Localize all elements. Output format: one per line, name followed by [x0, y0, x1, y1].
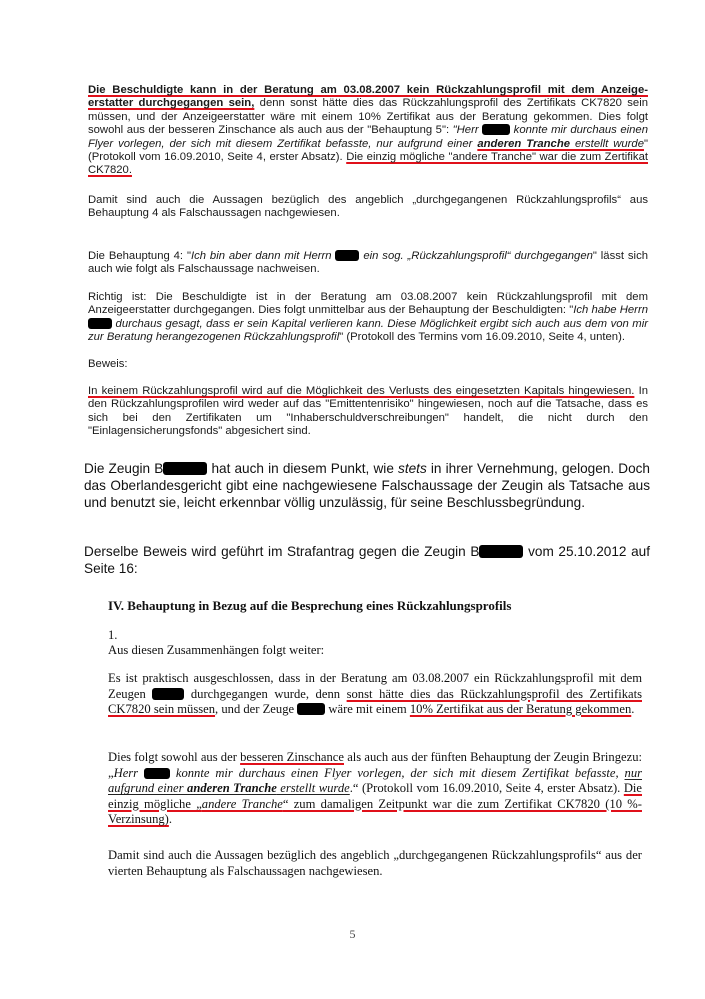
excerpt-intro: Aus diesen Zusammenhängen folgt weiter: — [108, 643, 325, 657]
excerpt-p2-b: als auch aus der fünften Behauptung der Zeugin Bringezu: „ — [108, 750, 643, 780]
quote-paragraph-3 — [88, 250, 648, 277]
excerpt-p2-ib-ul: anderen Tranche — [187, 781, 277, 796]
excerpt-paragraph-3: Damit sind auch die Aussagen bezüglich des angeblich „durchgegangenen Rückzahlungsprofils“ aus der vierten Behauptung als Falschaussagen nachgewiesen. — [108, 848, 642, 878]
quote-p1-italic-b: konnte mir durchaus einen Flyer vorlegen, der sich mit diesem Zertifikat befasste, nur aufgrund einer — [88, 124, 648, 150]
excerpt-p2-ul1: besseren Zinschance — [240, 750, 344, 764]
main-p1-a: Die Zeugin B — [84, 461, 164, 476]
quote-paragraph-5: Beweis: — [88, 358, 128, 370]
redaction-block — [144, 768, 170, 779]
quote-p1-italic-a: "Herr — [452, 124, 483, 137]
redaction-block — [479, 545, 523, 558]
quote-paragraph-1 — [88, 84, 648, 178]
quote-paragraph-2: Damit sind auch die Aussagen bezüglich des angeblich „durchgegangenen Rückzahlungsprofils“ aus Behauptung 4 als Falschaussagen nachgewiesen. — [88, 194, 648, 220]
quote-p3-italic-b: ein sog. „Rückzahlungsprofil“ durchgegangen — [359, 250, 593, 262]
excerpt-p1-b: durchgegangen wurde, denn — [184, 686, 347, 701]
excerpt-paragraph-1 — [108, 671, 642, 718]
quote-p4-italic-b: durchaus gesagt, dass er sein Kapital verlieren kann. Diese Möglichkeit ergibt sich auch aus dem von mir zur Beratung herangezogenen Rückzahlungsprofil — [88, 317, 648, 344]
redaction-block — [335, 250, 359, 261]
quote-p3-plain-b: " lässt sich auch wie folgt als Falschaussage nachweisen. — [88, 250, 648, 276]
excerpt-p1-c: , und der Zeuge — [215, 702, 298, 717]
main-p1-italic: stets — [398, 461, 427, 476]
main-p1-b: hat auch in diesem Punkt, wie — [207, 461, 399, 476]
quote-p1-bold-b: erstatter durchgegangen sein, — [88, 97, 255, 110]
quote-p1-italic-bold: anderen Tranche — [477, 137, 571, 150]
excerpt-p2-ul-end-i: andere Tranche — [201, 796, 283, 811]
excerpt-paragraph-2 — [108, 750, 642, 828]
quote-paragraph-4 — [88, 291, 648, 345]
excerpt-p2-i2: konnte mir durchaus einen Flyer vorlegen, der sich mit diesem Zertifikat befasste, — [169, 765, 625, 780]
quote-p1-italic-c: erstellt wurde — [570, 137, 644, 150]
redaction-block — [297, 703, 325, 715]
main-p2-b: vom 25.10.2012 auf Seite 16: — [84, 544, 650, 577]
main-p2-a: Derselbe Beweis wird geführt im Strafantrag gegen die Zeugin B — [84, 544, 480, 559]
redaction-block — [163, 462, 207, 475]
excerpt-p1-e: . — [631, 702, 635, 717]
quote-paragraph-6 — [88, 385, 648, 439]
excerpt-p1-ul1: sonst hätte dies das Rückzahlungsprofil des Zertifikats CK7820 sein müssen — [108, 686, 642, 717]
excerpt-p1-ul2: 10% Zertifikat aus der Beratung gekommen — [409, 702, 632, 717]
quote-p1-plain-b: " (Protokoll vom 16.09.2010, Seite 4, erster Absatz). — [88, 137, 649, 164]
excerpt-p1-a: Es ist praktisch ausgeschlossen, dass in der Beratung am 03.08.2007 ein Rückzahlungsprofil mit dem Zeugen — [108, 671, 642, 701]
quote-p3-plain-a: Die Behauptung 4: " — [88, 250, 191, 262]
main-p1-c: in ihrer Vernehmung, gelogen. Doch das Oberlandesgericht gibt eine nachgewiesene Falschaussage der Zeugin als Tatsache aus und benutzt sie, leicht erkennbar völlig unzulässig, für seine Beschlussbegründung. — [84, 461, 650, 511]
excerpt-p2-c: .“ (Protokoll vom 16.09.2010, Seite 4, erster Absatz). — [349, 781, 624, 796]
excerpt-p2-d: . — [168, 812, 173, 827]
excerpt-p2-a: Dies folgt sowohl aus der — [108, 750, 241, 764]
excerpt-heading — [108, 598, 642, 614]
excerpt-p2-i-ul: nur aufgrund einer — [108, 765, 643, 796]
redaction-block — [152, 688, 184, 700]
quote-p1-plain-a: denn sonst hätte dies das Rückzahlungsprofil des Zertifikats CK7820 sein müssen, und der Anzeigeerstatter wäre mit einem 10% Zertifikat aus der Beratung gekommen. Dies folgt sowohl aus der besseren Zinschance als auch aus der "Behauptung 5": — [88, 97, 648, 137]
quote-p3-italic-a: Ich bin aber dann mit Herrn — [190, 250, 336, 262]
redaction-block — [88, 318, 112, 329]
excerpt-p2-i-ul2: erstellt wurde — [276, 781, 350, 796]
quote-p6-underlined: In keinem Rückzahlungsprofil wird auf die Möglichkeit des Verlusts des eingesetzten Kapitals hingewiesen. — [88, 385, 635, 397]
quote-p1-underlined-end: Die einzig mögliche "andere Tranche" war die zum Zertifikat CK7820. — [88, 151, 648, 177]
page-number: 5 — [349, 927, 356, 941]
excerpt-p2-ul-end-a: Die einzig mögliche „ — [108, 781, 642, 811]
quote-p4-plain-a: Richtig ist: Die Beschuldigte ist in der Beratung am 03.08.2007 kein Rückzahlungsprofil mit dem Anzeigeerstatter durchgegangen. Dies folgt unmittelbar aus der Behauptung der Beschuldigten: " — [88, 291, 648, 317]
excerpt-p1-d: wäre mit einem — [325, 702, 410, 717]
excerpt-p2-ul-end-b: “ zum damaligen Zeitpunkt war die zum Zertifikat CK7820 (10 %-Verzinsung) — [108, 796, 642, 827]
quote-p1-bold-a: Die Beschuldigte kann in der Beratung am 03.08.2007 kein Rückzahlungsprofil mit dem Anzeige- — [88, 84, 648, 96]
redaction-block — [482, 124, 510, 135]
excerpt-number: 1. — [108, 628, 118, 642]
excerpt-p2-i1: Herr — [113, 765, 144, 780]
main-paragraph-2 — [84, 543, 650, 577]
main-paragraph-1 — [84, 460, 650, 512]
quote-p4-italic-a: Ich habe Herrn — [573, 304, 648, 317]
excerpt-heading-text: IV. Behauptung in Bezug auf die Besprechung eines Rückzahlungsprofils — [108, 598, 512, 613]
quote-p6-plain: In den Rückzahlungsprofilen wird weder auf das "Emittentenrisiko" hingewiesen, noch auf die Tatsache, dass es sich bei den Zertifikaten um "Inhaberschuldverschreibungen" handelt, die nicht durch den "Einlagensicherungsfonds" abgesichert sind. — [88, 385, 649, 438]
quote-p4-plain-b: " (Protokoll des Termins vom 16.09.2010, Seite 4, unten). — [339, 331, 625, 344]
